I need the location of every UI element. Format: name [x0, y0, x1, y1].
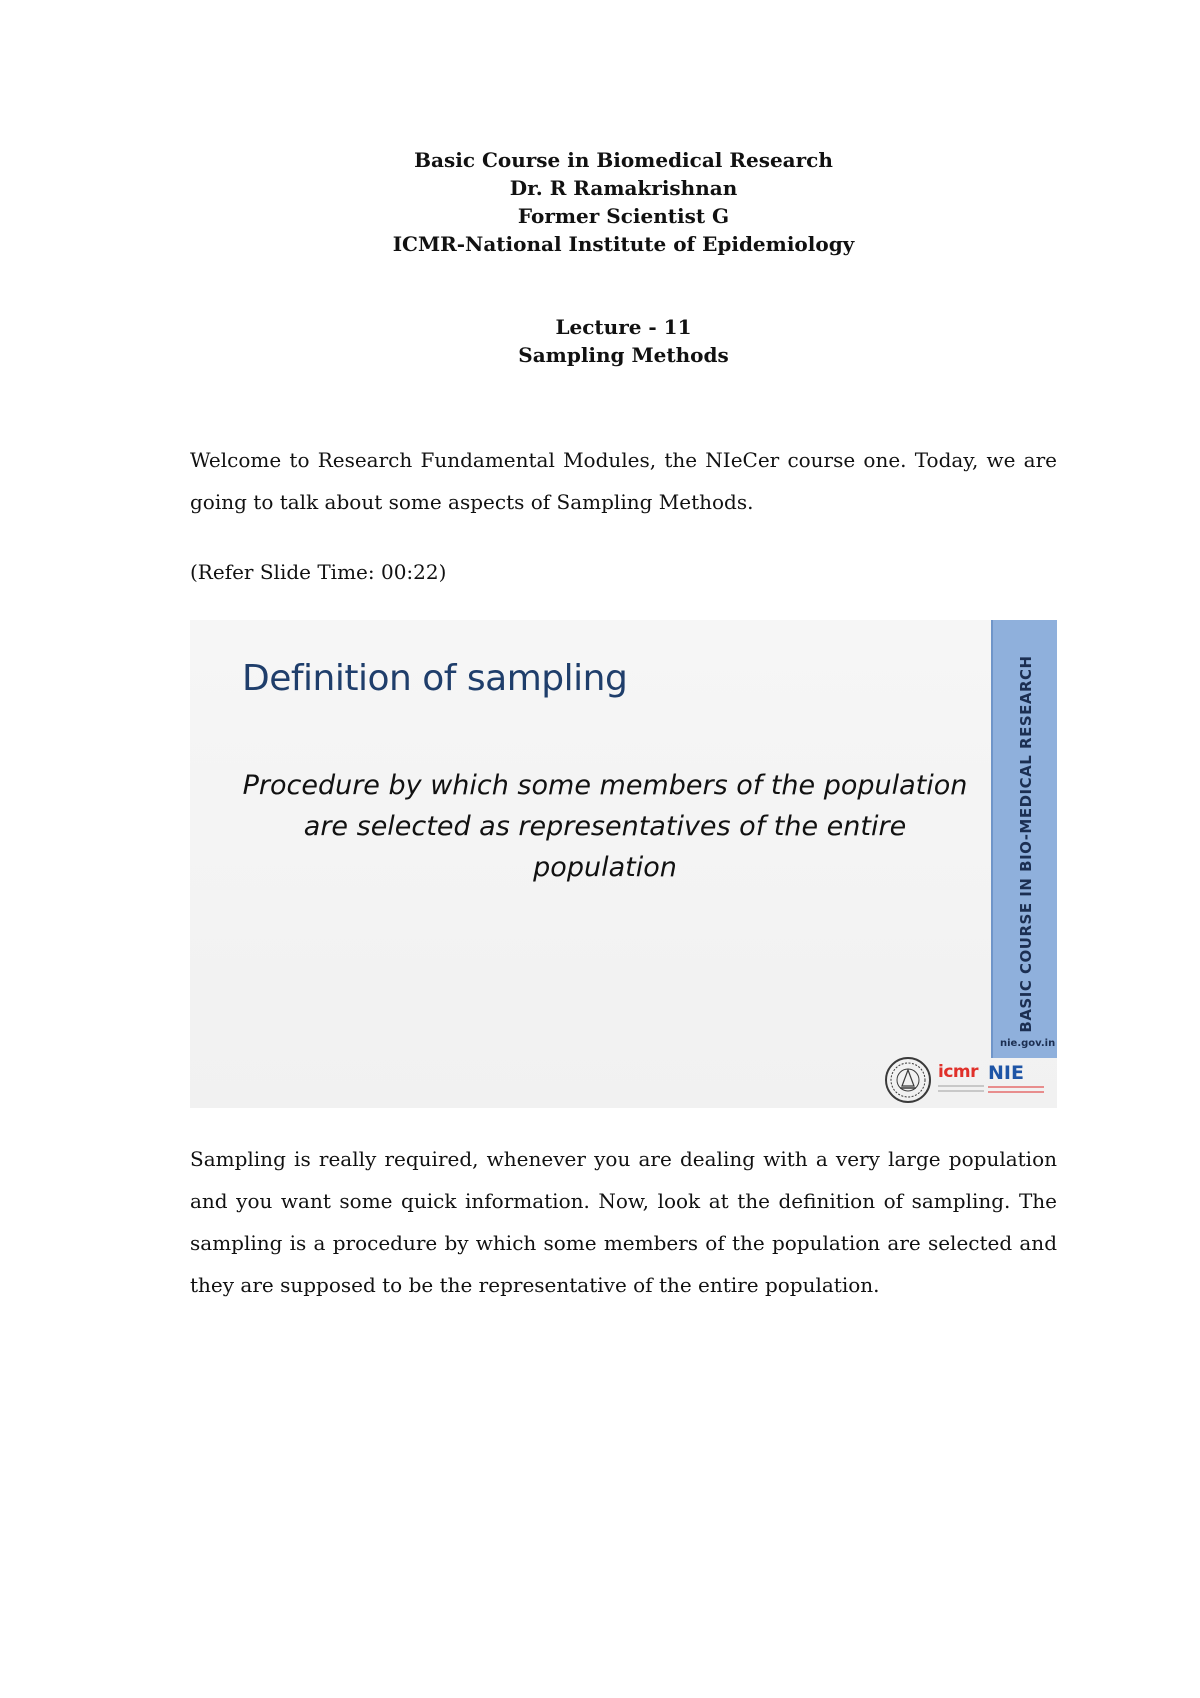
refer-slide-time: (Refer Slide Time: 00:22) — [190, 560, 447, 584]
slide-sidebar — [991, 620, 1057, 1058]
slide-title: Definition of sampling — [242, 658, 628, 699]
lecture-slide-image — [190, 620, 1057, 1108]
lecture-number: Lecture - 11 — [555, 315, 692, 339]
slide-sidebar-text: BASIC COURSE IN BIO-MEDICAL RESEARCH — [1017, 655, 1035, 1033]
intro-paragraph: Welcome to Research Fundamental Modules, the NIeCer course one. Today, we are going to talk about some aspects of Sampling Methods. — [190, 448, 1057, 514]
icmr-logo-text: icmr — [938, 1062, 979, 1082]
nie-logo — [988, 1062, 1052, 1102]
lecture-header — [190, 313, 1057, 369]
icmr-logo — [938, 1062, 984, 1102]
nie-logo-subtext — [988, 1086, 1044, 1093]
lecture-title: Sampling Methods — [518, 343, 729, 367]
icmr-seal-icon — [884, 1056, 932, 1104]
institute-name: ICMR-National Institute of Epidemiology — [392, 232, 855, 256]
author-name: Dr. R Ramakrishnan — [509, 176, 738, 200]
course-title: Basic Course in Biomedical Research — [414, 148, 833, 172]
nie-logo-text: NIE — [988, 1062, 1024, 1084]
course-header — [190, 146, 1057, 258]
author-position: Former Scientist G — [517, 204, 730, 228]
slide-definition: Procedure by which some members of the population are selected as representatives of the entire population — [242, 770, 968, 883]
slide-logos — [884, 1056, 1054, 1106]
icmr-logo-subtext — [938, 1085, 984, 1092]
closing-paragraph: Sampling is really required, whenever you are dealing with a very large population and you want some quick information. Now, look at the definition of sampling. The sampling is a procedure by which some members of the population are selected and they are supposed to be the representative of the entire population. — [190, 1147, 1057, 1297]
slide-url: nie.gov.in — [1000, 1038, 1056, 1049]
